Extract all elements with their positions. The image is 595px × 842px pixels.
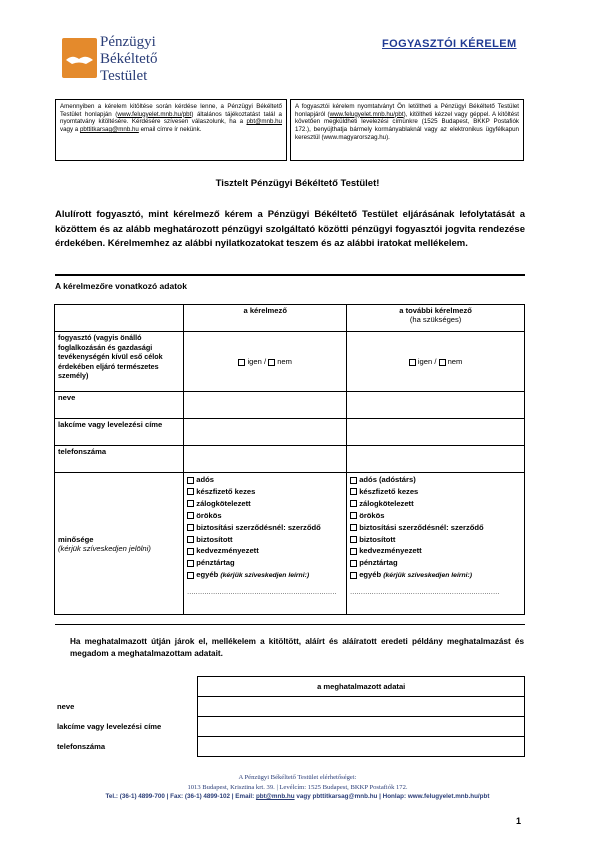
agent-phone-field[interactable] (198, 737, 525, 757)
option-label: örökös (359, 510, 385, 520)
option-checkbox[interactable] (187, 560, 194, 567)
footer-line-1: A Pénzügyi Békéltető Testület elérhetőségei: (238, 774, 357, 781)
footer-contact (0, 792, 595, 802)
option-label: zálogkötelezett (359, 498, 414, 508)
option-2-3[interactable] (350, 510, 521, 522)
info-left-text-3: vagy a (60, 126, 80, 134)
footer-web: | Honlap: www.felugyelet.mnb.hu/pbt (377, 793, 490, 801)
info-box-right (290, 99, 524, 161)
no-label-1: nem (277, 357, 292, 366)
row-label-address: lakcíme vagy levelezési címe (55, 419, 184, 446)
info-left-link-3[interactable]: pbttitkarsag@mnb.hu (79, 126, 139, 134)
option-2-4[interactable] (350, 522, 521, 534)
footer-tel: Tel.: (36-1) 4899-700 | Fax: (36-1) 4899-102 | Email: (105, 793, 256, 801)
option-1-5[interactable] (187, 534, 343, 546)
col-header-further-applicant (347, 305, 525, 332)
option-2-6[interactable] (350, 545, 521, 557)
option-2-5[interactable] (350, 534, 521, 546)
yes-label-2: igen (417, 357, 433, 366)
option-label: zálogkötelezett (196, 498, 251, 508)
option-1-3[interactable] (187, 510, 343, 522)
col-header-applicant: a kérelmező (184, 305, 347, 332)
agent-header-row (54, 677, 525, 697)
option-label: biztosított (196, 534, 233, 544)
other-line-1[interactable]: ..................................................................... (187, 590, 337, 597)
info-right-text-1: A fogyasztói kérelem nyomtatványt Ön letöltheti a Pénzügyi Békéltető Testület honlapjáról ( (295, 103, 519, 118)
agent-label-name: neve (57, 702, 75, 711)
option-label: pénztártag (196, 558, 235, 568)
option-checkbox[interactable] (187, 536, 194, 543)
option-checkbox[interactable] (350, 488, 357, 495)
no-checkbox-2[interactable] (439, 359, 446, 366)
handshake-icon (64, 52, 95, 66)
address-field-1[interactable] (184, 419, 347, 446)
quality-row (55, 473, 525, 615)
option-label: készfizető kezes (359, 486, 419, 496)
applicant-table (54, 304, 525, 615)
intro-paragraph: Alulírott fogyasztó, mint kérelmező kérem a Pénzügyi Békéltető Testület eljárásának lefolytatását a közöttem és az alább meghatározott pénzügyi szolgáltató közötti pénzügyi fogyasztói jogvita rendezése érdekében. Kérelmemhez az alábbi nyilatkozatokat teszem és az alábbi iratokat mellékelem. (55, 209, 525, 249)
col-header-further-note: (ha szükséges) (409, 315, 462, 324)
option-2-other[interactable] (350, 569, 521, 582)
page-number: 1 (516, 816, 522, 826)
no-label-2: nem (447, 357, 463, 366)
footer-email-1[interactable]: pbt@mnb.hu (255, 793, 295, 801)
option-checkbox[interactable] (187, 500, 194, 507)
logo-line-3: Testület (100, 68, 148, 84)
option-checkbox[interactable] (350, 524, 357, 531)
other-hint: (kérjük szíveskedjen leírni:) (220, 572, 310, 580)
agent-name-row (54, 697, 525, 717)
option-label: adós (adóstárs) (359, 475, 416, 484)
option-checkbox[interactable] (187, 524, 194, 531)
option-label: egyéb (196, 570, 219, 580)
address-field-2[interactable] (347, 419, 525, 446)
slash-2: / (434, 357, 437, 366)
option-checkbox[interactable] (187, 572, 194, 579)
option-2-2[interactable] (350, 498, 521, 510)
option-checkbox[interactable] (187, 477, 194, 484)
consumer-choice-2 (347, 332, 525, 392)
quality-label: minősége (58, 534, 94, 544)
option-1-6[interactable] (187, 545, 343, 557)
row-label-name: neve (55, 392, 184, 419)
yes-checkbox-2[interactable] (409, 359, 416, 366)
option-checkbox[interactable] (350, 477, 357, 484)
section-label: A kérelmezőre vonatkozó adatok (55, 281, 187, 291)
agent-address-row (54, 717, 525, 737)
table-header-row (55, 305, 525, 332)
footer-line-2: 1013 Budapest, Krisztina krt. 39. | Levélcím: 1525 Budapest, BKKP Postafiók 172. (187, 783, 408, 791)
agent-header: a meghatalmazott adatai (198, 677, 525, 697)
divider-2 (55, 624, 525, 625)
no-checkbox-1[interactable] (268, 359, 275, 366)
table-corner-cell (55, 305, 184, 332)
option-checkbox[interactable] (350, 512, 357, 519)
info-right-link-1[interactable]: www.felugyelet.mnb.hu/pbt (329, 110, 404, 118)
option-label: kedvezményezett (359, 546, 422, 556)
phone-field-1[interactable] (184, 446, 347, 473)
option-1-2[interactable] (187, 498, 343, 510)
option-1-other[interactable] (187, 569, 343, 582)
consumer-label: fogyasztó (vagyis önálló foglalkozásán és gazdasági tevékenységén kívül eső célok érdekében eljáró természetes személy) (55, 332, 184, 392)
agent-label-phone: telefonszáma (57, 742, 106, 751)
option-checkbox[interactable] (350, 536, 357, 543)
footer-email-2[interactable]: pbttitkarsag@mnb.hu (312, 793, 378, 801)
option-checkbox[interactable] (187, 548, 194, 555)
consumer-choice-1 (184, 332, 347, 392)
info-left-text-4: email címre ír nekünk. (138, 126, 202, 134)
phone-row (55, 446, 525, 473)
info-box-left (55, 99, 287, 161)
row-label-phone: telefonszáma (55, 446, 184, 473)
option-label: kedvezményezett (196, 546, 259, 556)
option-checkbox[interactable] (187, 488, 194, 495)
quality-label-cell (55, 473, 184, 615)
info-left-link-2[interactable]: pbt@mnb.hu (246, 118, 282, 126)
phone-field-2[interactable] (347, 446, 525, 473)
option-checkbox[interactable] (350, 500, 357, 507)
yes-label-1: igen (247, 357, 262, 366)
logo-text (100, 34, 157, 85)
address-row (55, 419, 525, 446)
name-row (55, 392, 525, 419)
info-right-text-2: ), kitöltheti kézzel vagy géppel. A kitöltést követően megküldheti levelezési címünkre (1525 Budapest, BKKP Postafiók 172.), benyújthatja bármely kormányablaknál vagy az elektronikus ügyfélkapun keresztül (www.magyarorszag.hu). (295, 110, 519, 141)
name-field-1[interactable] (184, 392, 347, 419)
option-1-1[interactable] (187, 486, 343, 498)
option-label: biztosítási szerződésnél: szerződő (196, 522, 321, 532)
logo-line-2: Békéltető (100, 51, 158, 67)
footer-or: vagy (294, 793, 313, 801)
option-2-0[interactable] (350, 474, 521, 486)
option-label: adós (196, 475, 214, 484)
logo-line-1: Pénzügyi (100, 34, 156, 50)
quality-hint: (kérjük szíveskedjen jelölni) (58, 543, 151, 553)
option-label: örökös (196, 510, 222, 520)
option-1-7[interactable] (187, 557, 343, 569)
info-left-link-1[interactable]: www.felugyelet.mnb.hu/pbt (117, 110, 192, 118)
slash-1: / (263, 357, 267, 366)
option-label: pénztártag (359, 558, 398, 568)
yes-checkbox-1[interactable] (238, 359, 245, 366)
quality-options-2 (347, 473, 525, 615)
option-2-7[interactable] (350, 557, 521, 569)
other-line-2[interactable]: ..................................................................... (350, 590, 500, 597)
footer (0, 773, 595, 802)
agent-label-address: lakcíme vagy levelezési címe (57, 722, 162, 731)
form-title: FOGYASZTÓI KÉRELEM (382, 38, 517, 50)
option-checkbox[interactable] (350, 572, 357, 579)
agent-name-field[interactable] (198, 697, 525, 717)
col-header-further-label: a további kérelmező (399, 306, 472, 315)
option-checkbox[interactable] (187, 512, 194, 519)
option-label: egyéb (359, 570, 382, 580)
agent-corner (54, 677, 198, 697)
option-2-1[interactable] (350, 486, 521, 498)
agent-address-field[interactable] (198, 717, 525, 737)
option-checkbox[interactable] (350, 548, 357, 555)
option-label: készfizető kezes (196, 486, 256, 496)
quality-options-1 (184, 473, 347, 615)
option-1-4[interactable] (187, 522, 343, 534)
option-label: biztosított (359, 534, 396, 544)
agent-table (54, 676, 525, 757)
divider (55, 274, 525, 276)
option-1-0[interactable] (187, 474, 343, 486)
option-checkbox[interactable] (350, 560, 357, 567)
name-field-2[interactable] (347, 392, 525, 419)
salutation: Tisztelt Pénzügyi Békéltető Testület! (215, 178, 380, 189)
option-label: biztosítási szerződésnél: szerződő (359, 522, 484, 532)
other-hint: (kérjük szíveskedjen leírni:) (383, 572, 473, 580)
closing-paragraph: Ha meghatalmazott útján járok el, mellékelem a kitöltött, aláírt és aláíratott eredeti példány meghatalmazást és megadom a meghatalmazottam adatait. (70, 637, 524, 658)
info-left-text-2: ) általános tájékoztatást talál a nyomtatvány kitöltésére. Kérdésére szívesen válaszolunk, ha a (60, 110, 282, 126)
consumer-row (55, 332, 525, 392)
info-left-text-1: Amennyiben a kérelem kitöltése során kérdése lenne, a Pénzügyi Békéltető Testület honlapján ( (60, 103, 282, 118)
agent-phone-row (54, 737, 525, 757)
